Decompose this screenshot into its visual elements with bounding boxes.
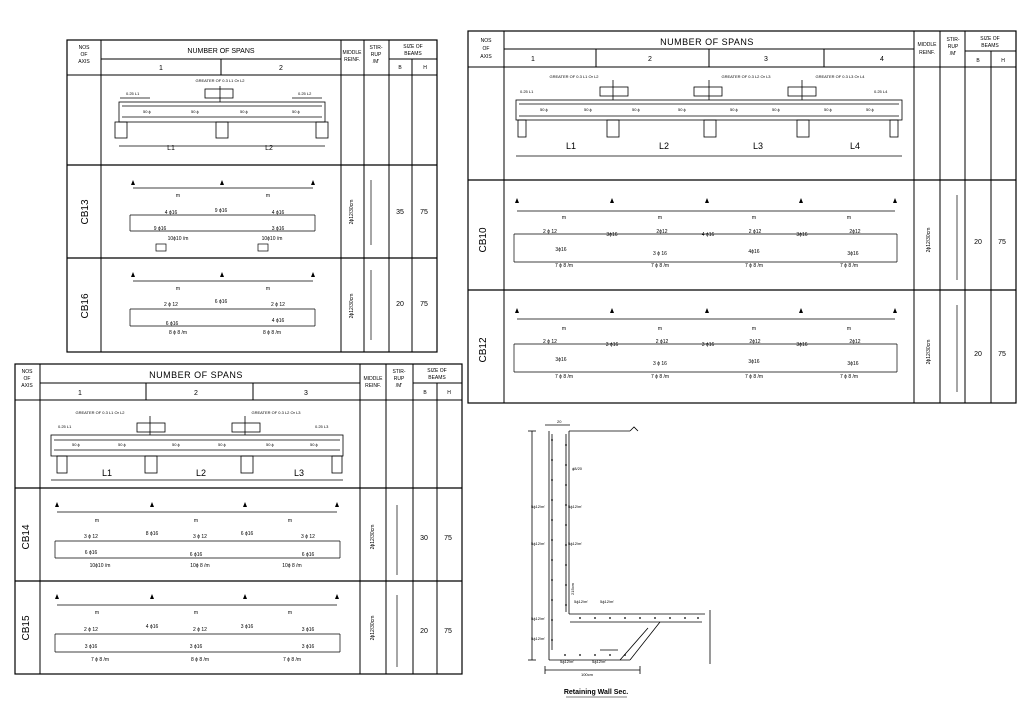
greater-annotation: GREATER OF 0.3 L2 Or L3: [251, 410, 301, 415]
top-bar-label: 2 ϕ 12: [543, 229, 557, 235]
stir-label: STIR-: [392, 369, 406, 375]
axis-cb13: CB13: [80, 199, 91, 225]
top-bar-label: 2ϕ12: [849, 229, 861, 235]
stirrup-spec: 2ϕ12/30cm: [370, 615, 376, 641]
table-four-spans: [468, 31, 1016, 403]
stirrup-label: 8 ϕ 8 /m: [262, 330, 282, 336]
beam-b-value: 20: [974, 239, 982, 246]
span-m-label: m: [846, 326, 852, 332]
h-label: H: [423, 65, 427, 71]
span-2-label: 2: [279, 65, 283, 72]
axis-cb15: CB15: [21, 615, 32, 641]
top-bar-label: 3 ϕ 12: [193, 534, 207, 540]
wall-bar-label: 5ϕ12/m': [568, 541, 583, 546]
bar-label: 50 ϕ: [730, 107, 738, 112]
middle-label: MIDDLE: [342, 50, 362, 56]
axis-label: AXIS: [480, 54, 492, 60]
top-bar-label: 3 ϕ16: [701, 342, 715, 348]
top-bar-label: 9 ϕ16: [214, 208, 228, 214]
bar-label: 50 ϕ: [824, 107, 832, 112]
beam-h-value: 75: [444, 535, 452, 542]
l2-label: L2: [195, 468, 207, 478]
nos-label: NOS: [21, 369, 33, 375]
beam-elevation-two-spans: [115, 86, 328, 146]
span-m-label: m: [751, 215, 757, 221]
span-m-label: m: [846, 215, 852, 221]
span-m-label: m: [287, 518, 293, 524]
span-4-label: 4: [880, 56, 884, 63]
wall-height-dim: 215cm: [570, 582, 575, 595]
beam-b-value: 30: [420, 535, 428, 542]
span-m-label: m: [657, 215, 663, 221]
axis-cb14: CB14: [21, 524, 32, 550]
middle-label: MIDDLE: [363, 376, 383, 382]
axis-label: AXIS: [78, 59, 90, 65]
support-arrows: [515, 198, 897, 203]
quarter-l1-label: 0.25 L1: [58, 424, 72, 429]
rup-label: RUP: [947, 44, 959, 50]
top-bar-label: 3ϕ16: [606, 232, 618, 238]
stirrup-label: 10ϕ10 /m: [167, 236, 189, 242]
axis-cb16: CB16: [80, 293, 91, 319]
bar-label: 50 ϕ: [540, 107, 548, 112]
axis-cb12: CB12: [478, 337, 489, 363]
of-label: OF: [482, 46, 490, 52]
h-label: H: [1001, 58, 1005, 64]
bottom-bar-label: 6 ϕ16: [84, 550, 98, 556]
bar-label: 50 ϕ: [772, 107, 780, 112]
span-m-label: m: [265, 286, 271, 292]
top-bar-label: 3 ϕ16: [240, 624, 254, 630]
retaining-wall-title: Retaining Wall Sec.: [563, 689, 629, 696]
bar-label: 50 ϕ: [191, 109, 199, 114]
bar-label: 50 ϕ: [310, 442, 318, 447]
support-arrows: [515, 308, 897, 313]
wall-bar-label: 5ϕ12/m': [531, 541, 546, 546]
greater-annotation: GREATER OF 0.3 L2 Or L3: [721, 74, 771, 79]
bottom-bar-label: 4ϕ16: [748, 249, 760, 255]
h-label: H: [447, 390, 451, 396]
top-bar-label: 3ϕ16: [796, 232, 808, 238]
row-cb10: [514, 195, 957, 280]
greater-annotation: GREATER OF 0.3 L3 Or L4: [815, 74, 865, 79]
beam-b-value: 20: [420, 628, 428, 635]
reinf-label: REINF.: [919, 50, 935, 56]
stirrup-label: 8 ϕ 8 /m: [190, 657, 210, 663]
stirrup-spec: 2ϕ12/30cm: [349, 293, 355, 319]
wall-bar-label: ϕ8/20: [572, 466, 583, 471]
wall-bar-label: 5ϕ12/m': [531, 636, 546, 641]
number-of-spans-label: NUMBER OF SPANS: [187, 48, 255, 55]
b-label: B: [976, 58, 980, 64]
beam-b-value: 20: [974, 351, 982, 358]
top-bar-label: 2ϕ12: [656, 229, 668, 235]
bar-label: 50 ϕ: [292, 109, 300, 114]
beams-label: BEAMS: [428, 375, 446, 381]
bottom-bar-label: 3 ϕ 16: [653, 361, 667, 367]
top-bar-label: 2ϕ12: [749, 339, 761, 345]
bottom-bar-label: 3ϕ16: [748, 359, 760, 365]
span-m-label: m: [175, 286, 181, 292]
top-bar-label: 3 ϕ16: [605, 342, 619, 348]
span-m-label: m: [193, 518, 199, 524]
quarter-l1-label: 0.25 L1: [520, 89, 534, 94]
bottom-bar-label: 3 ϕ16: [271, 226, 285, 232]
table-two-spans: [67, 40, 437, 352]
span-m-label: m: [561, 326, 567, 332]
stirrup-label: 10ϕ 8 /m: [190, 563, 210, 569]
l3-label: L3: [293, 468, 305, 478]
bar-label: 50 ϕ: [172, 442, 180, 447]
top-bar-label: 4 ϕ16: [164, 210, 178, 216]
table-two-spans-headers: [78, 44, 427, 72]
wall-bar-label: 5ϕ12/m': [600, 599, 615, 604]
bottom-bar-label: 3ϕ16: [555, 357, 567, 363]
size-of-label: SIZE OF: [427, 368, 447, 374]
bar-label: 50 ϕ: [632, 107, 640, 112]
stirrup-spec: 2ϕ12/30cm: [349, 199, 355, 225]
stirrup-label: 8 ϕ 8 /m: [168, 330, 188, 336]
top-bar-label: 8 ϕ16: [145, 531, 159, 537]
l2-label: L2: [265, 145, 273, 152]
l1-label: L1: [167, 145, 175, 152]
beam-h-value: 75: [998, 351, 1006, 358]
top-bar-label: 3 ϕ 12: [84, 534, 98, 540]
b-label: B: [423, 390, 427, 396]
l3-label: L3: [752, 141, 764, 151]
bar-label: 50 ϕ: [118, 442, 126, 447]
bar-label: 50 ϕ: [866, 107, 874, 112]
quarter-l4-label: 0.25 L4: [874, 89, 888, 94]
bottom-bar-label: 3 ϕ16: [84, 644, 98, 650]
nos-label: NOS: [78, 45, 90, 51]
bottom-bar-label: 4 ϕ16: [271, 318, 285, 324]
span-m-label: m: [175, 193, 181, 199]
span-1-label: 1: [78, 390, 82, 397]
stirrup-label: 7 ϕ 8 /m: [90, 657, 110, 663]
stirrup-label: 7 ϕ 8 /m: [744, 374, 764, 380]
beams-label: BEAMS: [404, 51, 422, 57]
wall-top-dim: 20: [557, 419, 562, 424]
top-bar-label: 3 ϕ16: [301, 627, 315, 633]
size-of-label: SIZE OF: [403, 44, 423, 50]
per-m-label: /M': [395, 383, 403, 389]
bar-label: 50 ϕ: [240, 109, 248, 114]
top-bar-label: 2 ϕ12: [655, 339, 669, 345]
span-m-label: m: [193, 610, 199, 616]
stirrup-label: 7 ϕ 8 /m: [839, 374, 859, 380]
stirrup-spec: 2ϕ12/30cm: [926, 227, 932, 253]
retaining-wall-dots: [551, 439, 699, 656]
axis-cb10: CB10: [478, 227, 489, 253]
support-arrows: [131, 272, 315, 277]
top-bar-label: 2 ϕ 12: [164, 302, 178, 308]
per-m-label: /M': [372, 59, 380, 65]
top-bar-label: 2 ϕ 12: [543, 339, 557, 345]
bar-label: 50 ϕ: [218, 442, 226, 447]
top-bar-label: 4 ϕ16: [701, 232, 715, 238]
wall-bar-label: 5ϕ12/m': [568, 504, 583, 509]
support-arrows: [55, 594, 339, 599]
wall-base-dim: 100cm: [580, 672, 594, 677]
bottom-bar-label: 6 ϕ16: [189, 552, 203, 558]
l4-label: L4: [849, 141, 861, 151]
bottom-bar-label: 6 ϕ16: [165, 321, 179, 327]
b-label: B: [398, 65, 402, 71]
l1-label: L1: [565, 141, 577, 151]
stirrup-label: 7 ϕ 8 /m: [282, 657, 302, 663]
l1-label: L1: [101, 468, 113, 478]
bar-label: 50 ϕ: [143, 109, 151, 114]
number-of-spans-label: NUMBER OF SPANS: [660, 37, 754, 47]
quarter-l1-label: 0.25 L1: [126, 91, 140, 96]
bar-label: 50 ϕ: [678, 107, 686, 112]
greater-annotation: GREATER OF 0.3 L1 Or L2: [549, 74, 599, 79]
top-bar-label: 3 ϕ 12: [301, 534, 315, 540]
support-arrows: [131, 180, 315, 185]
span-m-label: m: [94, 518, 100, 524]
nos-label: NOS: [480, 38, 492, 44]
rup-label: RUP: [393, 376, 405, 382]
stirrup-label: 10ϕ10 /m: [261, 236, 283, 242]
bottom-bar-label: 6 ϕ16: [301, 552, 315, 558]
beam-h-value: 75: [420, 209, 428, 216]
span-2-label: 2: [648, 56, 652, 63]
beam-h-value: 75: [420, 301, 428, 308]
span-m-label: m: [287, 610, 293, 616]
stirrup-label: 7 ϕ 8 /m: [744, 263, 764, 269]
beam-h-value: 75: [444, 628, 452, 635]
of-label: OF: [80, 52, 88, 58]
stirrup-label: 7 ϕ 8 /m: [554, 263, 574, 269]
top-bar-label: 4 ϕ16: [271, 210, 285, 216]
number-of-spans-label: NUMBER OF SPANS: [149, 370, 243, 380]
bottom-bar-label: 3ϕ16: [847, 361, 859, 367]
bar-label: 50 ϕ: [72, 442, 80, 447]
wall-bar-label: 5ϕ12/m': [531, 504, 546, 509]
greater-annotation: GREATER OF 0.3 L1 Or L2: [75, 410, 125, 415]
stirrup-label: 7 ϕ 8 /m: [650, 374, 670, 380]
span-m-label: m: [561, 215, 567, 221]
bottom-bar-label: 3 ϕ16: [301, 644, 315, 650]
top-bar-label: 2 ϕ 12: [271, 302, 285, 308]
table-four-spans-headers: [480, 36, 1005, 64]
top-bar-label: 4 ϕ16: [145, 624, 159, 630]
stir-label: STIR-: [369, 45, 383, 51]
retaining-wall-section: [528, 425, 710, 674]
top-bar-label: 2 ϕ 12: [193, 627, 207, 633]
axis-label: AXIS: [21, 383, 33, 389]
stirrup-label: 10ϕ 8 /m: [282, 563, 302, 569]
stirrup-spec: 2ϕ12/30cm: [370, 524, 376, 550]
span-3-label: 3: [764, 56, 768, 63]
span-3-label: 3: [304, 390, 308, 397]
bottom-bar-label: 3 ϕ 16: [653, 251, 667, 257]
bottom-bar-label: 3ϕ16: [847, 251, 859, 257]
stirrup-label: 7 ϕ 8 /m: [839, 263, 859, 269]
beam-h-value: 75: [998, 239, 1006, 246]
reinf-label: REINF.: [365, 383, 381, 389]
bottom-bar-label: 3ϕ16: [555, 247, 567, 253]
span-m-label: m: [751, 326, 757, 332]
reinf-label: REINF.: [344, 57, 360, 63]
l2-label: L2: [658, 141, 670, 151]
stirrup-label: 7 ϕ 8 /m: [650, 263, 670, 269]
quarter-l2-label: 0.25 L2: [298, 91, 312, 96]
top-bar-label: 6 ϕ16: [240, 531, 254, 537]
bottom-bar-label: 3 ϕ16: [189, 644, 203, 650]
middle-label: MIDDLE: [917, 42, 937, 48]
stirrup-spec: 2ϕ12/30cm: [926, 339, 932, 365]
beam-b-value: 35: [396, 209, 404, 216]
wall-bar-label: 5ϕ12/m': [531, 616, 546, 621]
span-m-label: m: [657, 326, 663, 332]
bar-label: 50 ϕ: [266, 442, 274, 447]
wall-bar-label: 5ϕ12/m': [574, 599, 589, 604]
row-cb12: [514, 305, 957, 392]
support-arrows: [55, 502, 339, 507]
wall-bar-label: 5ϕ12/m': [592, 659, 607, 664]
stirrup-label: 10ϕ10 /m: [89, 563, 111, 569]
wall-bar-label: 5ϕ12/m': [560, 659, 575, 664]
quarter-l3-label: 0.25 L3: [315, 424, 329, 429]
stir-label: STIR-: [946, 37, 960, 43]
top-bar-label: 3ϕ16: [796, 342, 808, 348]
top-bar-label: 2ϕ12: [849, 339, 861, 345]
beam-b-value: 20: [396, 301, 404, 308]
of-label: OF: [23, 376, 31, 382]
bottom-bar-label: 9 ϕ16: [153, 226, 167, 232]
bar-label: 50 ϕ: [584, 107, 592, 112]
top-bar-label: 6 ϕ16: [214, 299, 228, 305]
span-m-label: m: [94, 610, 100, 616]
top-bar-label: 2 ϕ12: [748, 229, 762, 235]
span-1-label: 1: [531, 56, 535, 63]
span-1-label: 1: [159, 65, 163, 72]
greater-annotation: GREATER OF 0.3 L1 Or L2: [195, 78, 245, 83]
beams-label: BEAMS: [981, 43, 999, 49]
stirrup-label: 7 ϕ 8 /m: [554, 374, 574, 380]
size-of-label: SIZE OF: [980, 36, 1000, 42]
per-m-label: /M': [949, 51, 957, 57]
top-bar-label: 2 ϕ 12: [84, 627, 98, 633]
rup-label: RUP: [370, 52, 382, 58]
span-m-label: m: [265, 193, 271, 199]
span-2-label: 2: [194, 390, 198, 397]
